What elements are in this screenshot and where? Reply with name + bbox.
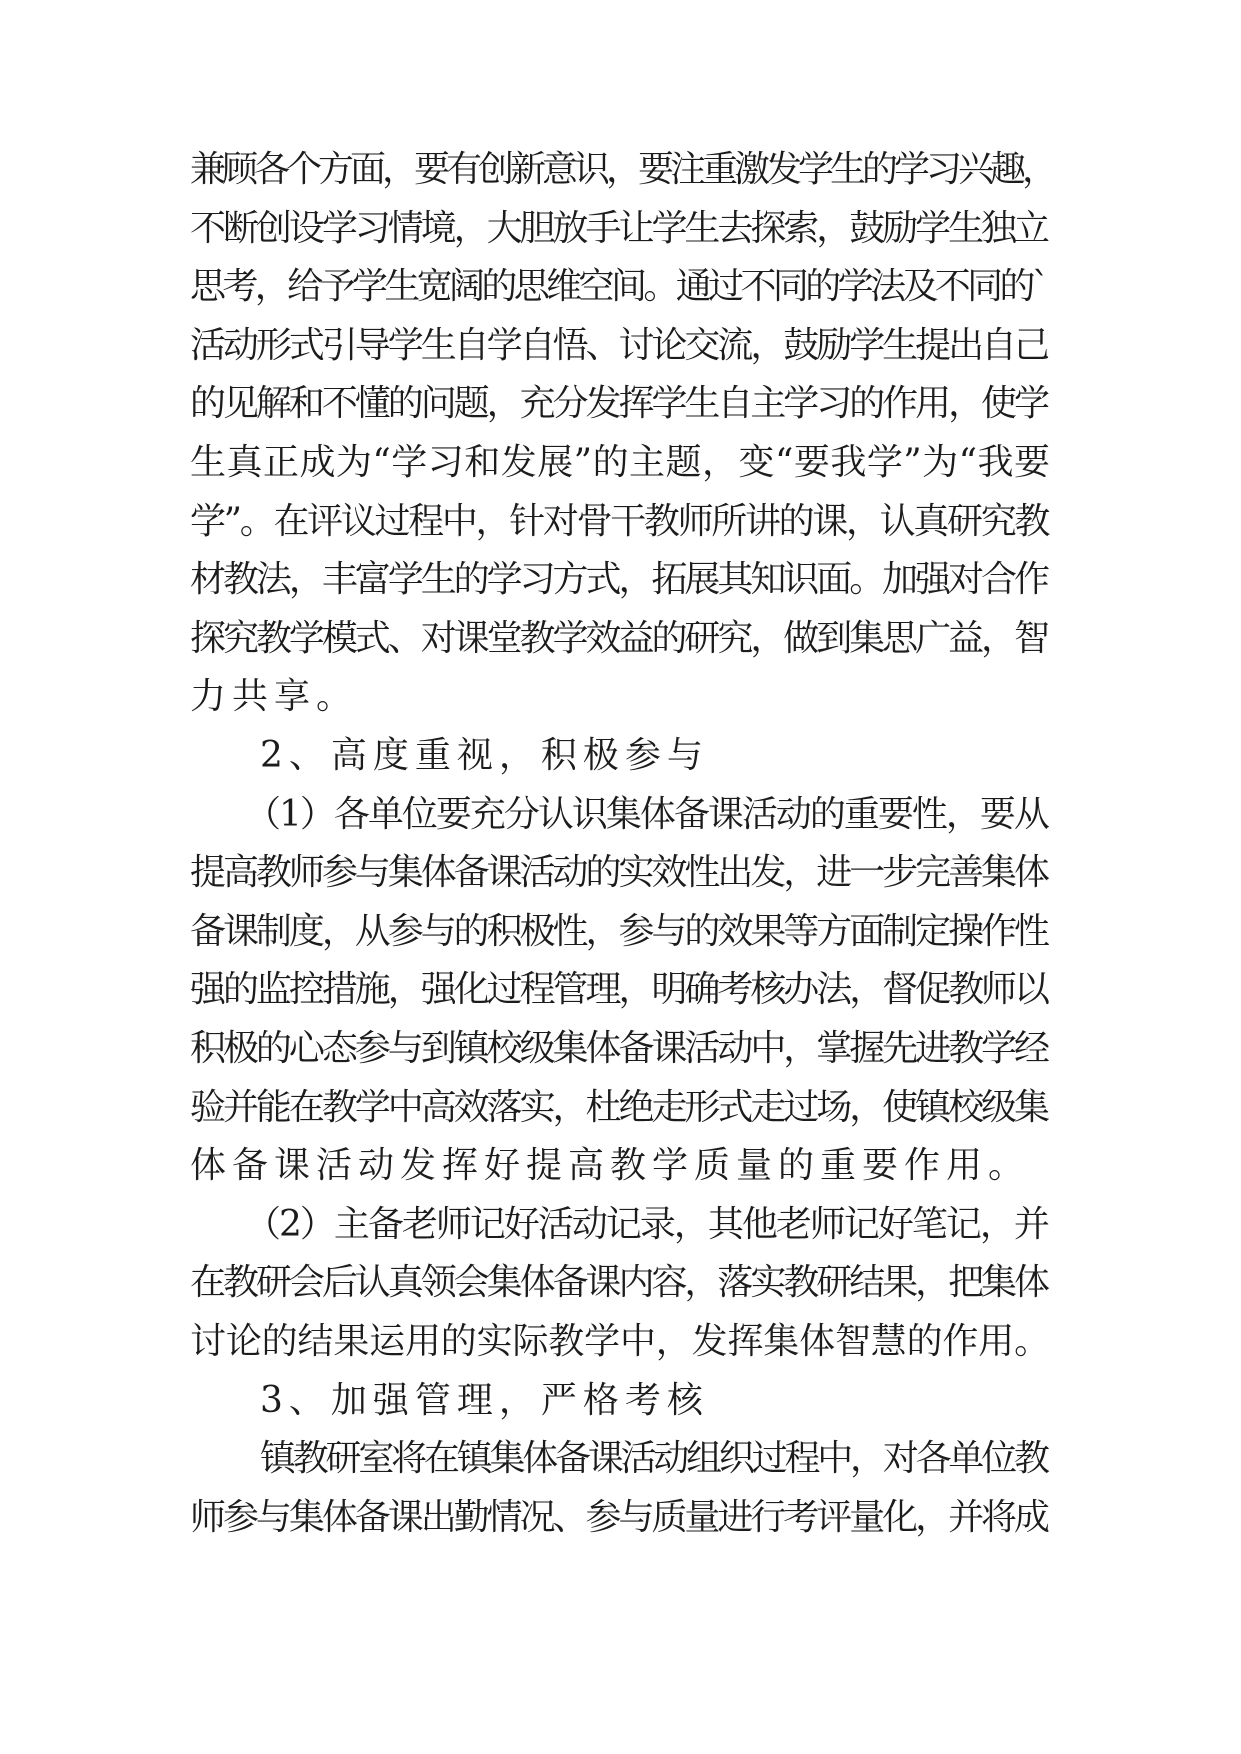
- text-line: 材教法，丰富学生的学习方式，拓展其知识面。加强对合作: [190, 559, 1047, 601]
- text-line: 积极的心态参与到镇校级集体备课活动中，掌握先进教学经: [190, 1028, 1047, 1069]
- text-line: 不断创设学习情境，大胆放手让学生去探索，鼓励学生独立: [190, 207, 1047, 249]
- text-line: 生真正成为“学习和发展”的主题，变“要我学”为“我要: [190, 442, 1051, 483]
- text-line: （1）各单位要充分认识集体备课活动的重要性，要从: [245, 793, 1048, 835]
- text-line: 镇教研室将在镇集体备课活动组织过程中，对各单位教: [260, 1438, 1047, 1480]
- text-line: 力共享。: [190, 676, 359, 718]
- text-line: 思考，给予学生宽阔的思维空间。通过不同的学法及不同的`: [190, 266, 1047, 308]
- text-line: 探究教学模式、对课堂教学效益的研究，做到集思广益，智: [190, 617, 1047, 659]
- text-line: 2、高度重视，积极参与: [260, 735, 709, 776]
- text-line: 强的监控措施，强化过程管理，明确考核办法，督促教师以: [190, 969, 1047, 1011]
- text-line: 学”。在评议过程中，针对骨干教师所讲的课，认真研究教: [190, 500, 1049, 542]
- text-line: 师参与集体备课出勤情况、参与质量进行考评量化，并将成: [190, 1496, 1047, 1538]
- text-line: 在教研会后认真领会集体备课内容，落实教研结果，把集体: [190, 1262, 1047, 1304]
- text-line: 验并能在教学中高效落实，杜绝走形式走过场，使镇校级集: [190, 1086, 1047, 1128]
- text-line: 提高教师参与集体备课活动的实效性出发，进一步完善集体: [190, 852, 1047, 894]
- text-line: 兼顾各个方面，要有创新意识，要注重激发学生的学习兴趣，: [190, 149, 1055, 190]
- text-line: 讨论的结果运用的实际教学中，发挥集体智慧的作用。: [190, 1321, 1050, 1362]
- text-line: 备课制度，从参与的积极性，参与的效果等方面制定操作性: [190, 910, 1047, 952]
- text-line: 的见解和不懂的问题，充分发挥学生自主学习的作用，使学: [190, 383, 1047, 425]
- text-line: 体备课活动发挥好提高教学质量的重要作用。: [190, 1145, 1031, 1187]
- text-line: 3、加强管理，严格考核: [260, 1379, 709, 1421]
- text-line: （2）主备老师记好活动记录，其他老师记好笔记，并: [245, 1203, 1048, 1245]
- text-line: 活动形式引导学生自学自悟、讨论交流，鼓励学生提出自己: [190, 324, 1047, 366]
